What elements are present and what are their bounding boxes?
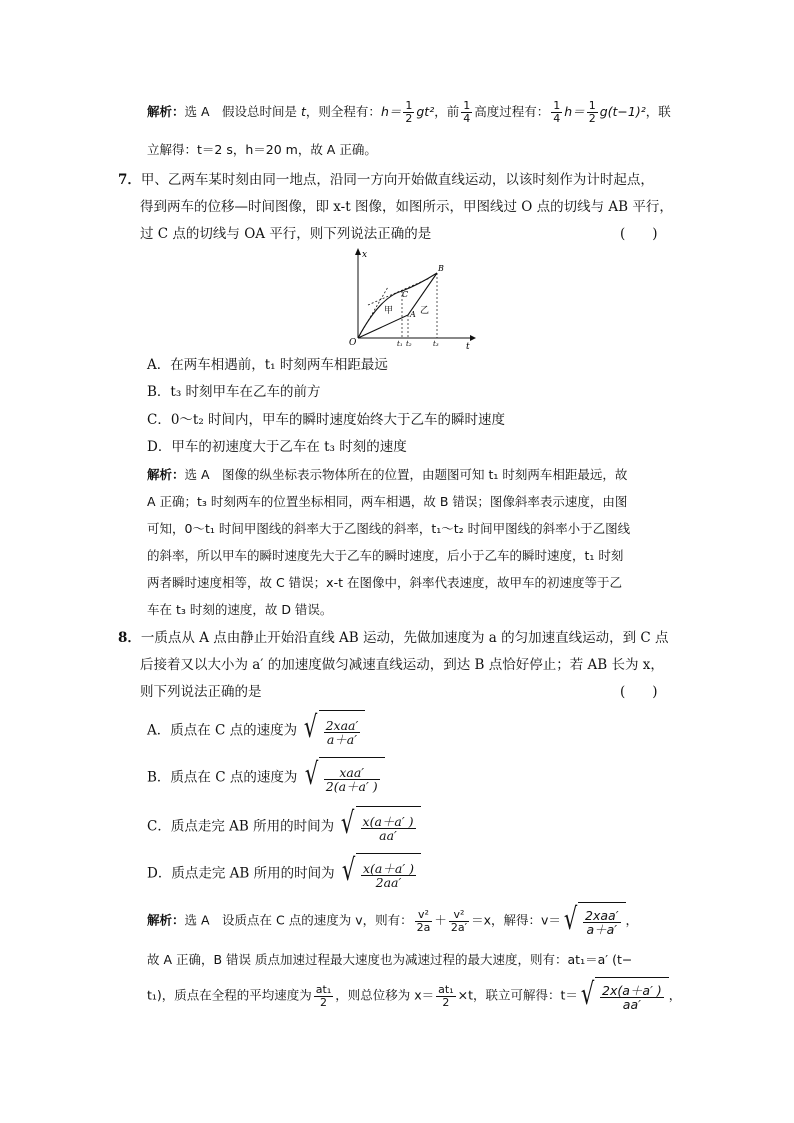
- label-x: x: [362, 250, 368, 260]
- label-yi: 乙: [420, 306, 430, 316]
- label-point-c: C: [402, 290, 409, 299]
- q8-answer-bracket: ( ): [620, 684, 658, 700]
- label-t3: t₃: [433, 340, 439, 348]
- prev-solution-line-2: 立解得：t＝2 s，h＝20 m，故 A 正确。: [147, 142, 377, 157]
- label-point-a: A: [410, 310, 416, 319]
- q8-solution-line-1: 解析：选 A 设质点在 C 点的速度为 v，则有： $\frac{\text{v²}}{2a}$ ＋ $\frac{\text{v²}}{2a'}$ ＝x，解得：v＝ √ $\frac{\text{2xaa′}}{a+a'}$ ，: [147, 902, 638, 940]
- q7-solution-line-2: A 正确；t₃ 时刻两车的位置坐标相同，两车相遇，故 B 错误；图像斜率表示速度，由图: [147, 494, 628, 509]
- t-axis-arrow: [470, 335, 476, 341]
- q7-line-3: 过 C 点的切线与 OA 平行，则下列说法正确的是: [140, 226, 432, 242]
- label-t2: t₂: [406, 340, 412, 348]
- q8-line-2: 后接着又以大小为 a′ 的加速度做匀减速直线运动，到达 B 点恰好停止；若 AB 长为 x，: [140, 657, 664, 673]
- q8-option-b[interactable]: B．质点在 C 点的速度为 √ $\frac{\text{xaa′}}{2(a+a' )}$: [147, 757, 385, 799]
- q7-solution-line-4: 的斜率，所以甲车的瞬时速度先大于乙车的瞬时速度，后小于乙车的瞬时速度，t₁ 时刻: [147, 548, 624, 563]
- q8-option-d[interactable]: D．质点走完 AB 所用的时间为 √ $\frac{x(a+a' )}{2aa'}$: [147, 853, 421, 895]
- q7-answer-bracket: ( ): [620, 226, 658, 242]
- q7-option-a[interactable]: A．在两车相遇前，t₁ 时刻两车相距最远: [147, 357, 388, 373]
- q7-solution-line-5: 两者瞬时速度相等，故 C 错误；x-t 在图像中，斜率代表速度，故甲车的初速度等于乙: [147, 575, 622, 590]
- q8-option-c[interactable]: C．质点走完 AB 所用的时间为 √ $\frac{x(a+a' )}{aa'}$: [147, 806, 421, 848]
- q7-solution-line-3: 可知，0～t₁ 时间甲图线的斜率大于乙图线的斜率，t₁～t₂ 时间甲图线的斜率小于乙图线: [147, 521, 631, 536]
- q8-solution-line-2: 故 A 正确，B 错误 质点加速过程最大速度也为减速过程的最大速度，则有：at₁＝a′ (t−: [147, 952, 633, 967]
- label-t1: t₁: [397, 340, 403, 348]
- solution-label: 解析：: [147, 104, 185, 119]
- xt-graph: [340, 245, 480, 350]
- q7-option-c[interactable]: C．0～t₂ 时间内，甲车的瞬时速度始终大于乙车的瞬时速度: [147, 412, 506, 428]
- label-origin: O: [349, 338, 357, 348]
- radical-c: √ $\frac{x(a+a' )}{aa'}$: [338, 806, 420, 848]
- q8-line-1: 8．一质点从 A 点由静止开始沿直线 AB 运动，先做加速度为 a 的匀加速直线运动，到 C 点: [118, 630, 669, 646]
- q7-line-1: 7．甲、乙两车某时刻由同一地点，沿同一方向开始做直线运动，以该时刻作为计时起点，: [118, 172, 654, 188]
- q7-line-2: 得到两车的位移—时间图像，即 x-t 图像，如图所示，甲图线过 O 点的切线与 AB 平行，: [140, 199, 673, 215]
- label-t: t: [466, 342, 470, 350]
- q7-number: 7．: [118, 172, 141, 188]
- q8-solution-line-3: t₁)，质点在全程的平均速度为 $\frac{\text{at₁}}{2}$ ，则总位移为 x＝ $\frac{\text{at₁}}{2}$ ×t，联立可解得：t＝ √ $\frac{2x(a+a' )}{aa'}$ ，: [147, 977, 681, 1015]
- q8-option-a[interactable]: A．质点在 C 点的速度为 √ $\frac{\text{2xaa′}}{a+a'}$: [147, 710, 365, 752]
- fraction-quarter-2: $\frac{1}{4}$: [553, 99, 561, 125]
- q7-option-b[interactable]: B．t₃ 时刻甲车在乙车的前方: [147, 384, 321, 400]
- radical-solution-t: √ $\frac{2x(a+a' )}{aa'}$: [578, 977, 669, 1015]
- q8-number: 8．: [118, 630, 141, 646]
- fraction-half: $\frac{1}{2}$: [405, 99, 413, 125]
- radical-b: √ $\frac{\text{xaa′}}{2(a+a' )}$: [302, 757, 385, 799]
- q7-option-d[interactable]: D．甲车的初速度大于乙车在 t₃ 时刻的速度: [147, 439, 407, 455]
- q7-solution-line-6: 车在 t₃ 时刻的速度，故 D 错误。: [147, 602, 333, 617]
- label-jia: 甲: [384, 306, 394, 316]
- radical-a: √ $\frac{\text{2xaa′}}{a+a'}$: [301, 710, 365, 752]
- q8-line-3: 则下列说法正确的是: [140, 684, 262, 700]
- fraction-half-2: $\frac{1}{2}$: [588, 99, 596, 125]
- label-point-b: B: [438, 264, 444, 273]
- radical-solution-v: √ $\frac{\text{2xaa′}}{a+a'}$: [561, 902, 626, 940]
- tangent-at-c: [368, 278, 430, 305]
- radical-d: √ $\frac{x(a+a' )}{2aa'}$: [339, 853, 421, 895]
- prev-solution-line-1: 解析：选 A 假设总时间是 t，则全程有：h＝ $\frac{1}{2}$ gt²，前 $\frac{1}{4}$ 高度过程有： $\frac{1}{4}$ h＝ $\frac{1}{2}$ g(t−1)²，联: [147, 99, 671, 125]
- q7-solution-line-1: 解析：选 A 图像的纵坐标表示物体所在的位置，由题图可知 t₁ 时刻两车相距最远，故: [147, 467, 628, 482]
- x-axis-arrow: [355, 248, 361, 255]
- fraction-quarter: $\frac{1}{4}$: [463, 99, 471, 125]
